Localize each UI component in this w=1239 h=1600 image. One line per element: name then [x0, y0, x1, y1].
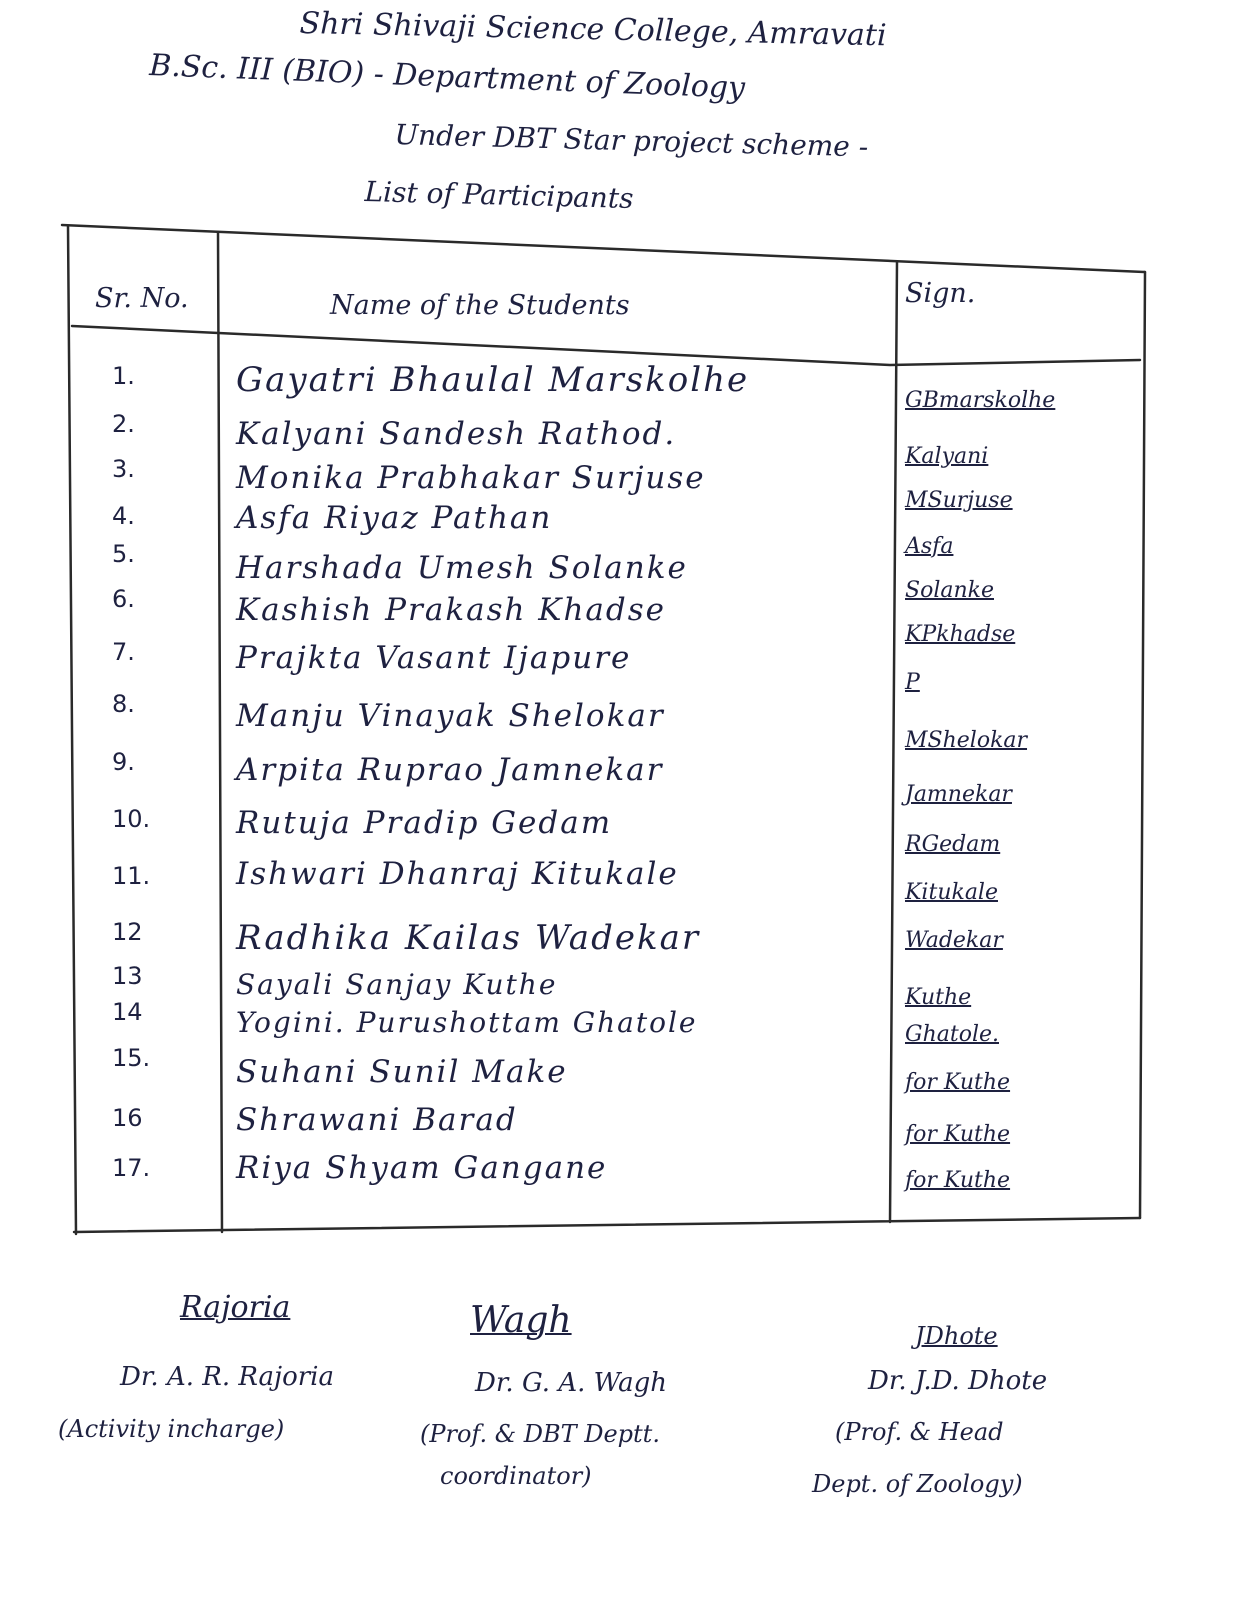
- table-bottom-border: [74, 1218, 1140, 1232]
- row-number: 10.: [112, 805, 151, 833]
- signatory-role-line2: coordinator): [440, 1462, 592, 1490]
- student-signature: for Kuthe: [905, 1122, 1011, 1147]
- row-number: 5.: [112, 540, 135, 568]
- header-name-of-students: Name of the Students: [330, 290, 630, 321]
- student-signature: Kalyani: [905, 444, 989, 469]
- signatory-role-line1: (Prof. & Head: [835, 1418, 1004, 1446]
- student-name: Gayatri Bhaulal Marskolhe: [236, 360, 750, 400]
- signatory-role-line1: (Prof. & DBT Deptt.: [420, 1420, 660, 1448]
- student-signature: Kitukale: [905, 880, 998, 905]
- row-number: 4.: [112, 502, 135, 530]
- row-number: 11.: [112, 862, 151, 890]
- student-signature: KPkhadse: [905, 622, 1016, 647]
- student-name: Monika Prabhakar Surjuse: [236, 460, 706, 496]
- signature-rajoria: Rajoria: [180, 1290, 291, 1325]
- student-name: Harshada Umesh Solanke: [236, 550, 688, 586]
- signatory-name: Dr. A. R. Rajoria: [120, 1362, 334, 1392]
- list-title: List of Participants: [364, 175, 634, 216]
- signatory-name: Dr. G. A. Wagh: [475, 1368, 667, 1398]
- signature-wagh: Wagh: [470, 1300, 572, 1341]
- student-signature: Jamnekar: [905, 782, 1012, 807]
- row-number: 14: [112, 998, 143, 1026]
- student-name: Arpita Ruprao Jamnekar: [236, 752, 664, 788]
- row-number: 6.: [112, 585, 135, 613]
- row-number: 8.: [112, 690, 135, 718]
- department-line: B.Sc. III (BIO) - Department of Zoology: [148, 48, 746, 106]
- college-name: Shri Shivaji Science College, Amravati: [299, 6, 887, 54]
- table-top-border: [62, 225, 1145, 272]
- row-number: 2.: [112, 410, 135, 438]
- row-number: 9.: [112, 748, 135, 776]
- student-name: Manju Vinayak Shelokar: [236, 698, 665, 734]
- student-signature: GBmarskolhe: [905, 388, 1056, 413]
- student-signature: Solanke: [905, 578, 994, 603]
- header-sr-no: Sr. No.: [95, 283, 189, 314]
- student-signature: Ghatole.: [905, 1022, 999, 1047]
- student-signature: Asfa: [905, 534, 954, 559]
- row-number: 3.: [112, 455, 135, 483]
- student-name: Shrawani Barad: [236, 1102, 518, 1138]
- row-number: 1.: [112, 362, 135, 390]
- student-name: Riya Shyam Gangane: [236, 1150, 608, 1186]
- student-signature: RGedam: [905, 832, 1001, 857]
- header-sign: Sign.: [905, 278, 976, 309]
- signatory-role: (Activity incharge): [58, 1415, 285, 1443]
- student-signature: for Kuthe: [905, 1168, 1011, 1193]
- table-left-border: [68, 226, 76, 1234]
- student-name: Ishwari Dhanraj Kitukale: [236, 856, 679, 892]
- student-signature: MSurjuse: [905, 488, 1013, 513]
- student-name: Kashish Prakash Khadse: [236, 592, 667, 628]
- row-number: 7.: [112, 638, 135, 666]
- student-signature: P: [905, 670, 920, 695]
- student-name: Radhika Kailas Wadekar: [236, 918, 701, 958]
- scheme-line: Under DBT Star project scheme -: [394, 118, 869, 164]
- student-name: Kalyani Sandesh Rathod.: [236, 416, 677, 452]
- student-signature: Kuthe: [905, 985, 972, 1010]
- student-name: Asfa Riyaz Pathan: [236, 500, 553, 536]
- row-number: 15.: [112, 1044, 151, 1072]
- row-number: 12: [112, 918, 143, 946]
- signatory-name: Dr. J.D. Dhote: [868, 1366, 1048, 1396]
- student-signature: for Kuthe: [905, 1070, 1011, 1095]
- student-name: Rutuja Pradip Gedam: [236, 805, 613, 841]
- student-signature: MShelokar: [905, 728, 1028, 753]
- col-separator-1: [218, 232, 222, 1232]
- row-number: 13: [112, 962, 143, 990]
- student-name: Yogini. Purushottam Ghatole: [236, 1006, 698, 1039]
- student-name: Sayali Sanjay Kuthe: [236, 968, 558, 1001]
- table-right-border: [1140, 272, 1145, 1218]
- col-separator-2: [890, 262, 897, 1222]
- student-name: Prajkta Vasant Ijapure: [236, 640, 632, 676]
- row-number: 16: [112, 1104, 143, 1132]
- signature-dhote: JDhote: [915, 1322, 998, 1350]
- student-name: Suhani Sunil Make: [236, 1054, 568, 1090]
- signatory-role-line2: Dept. of Zoology): [812, 1470, 1023, 1498]
- row-number: 17.: [112, 1154, 151, 1182]
- student-signature: Wadekar: [905, 928, 1003, 953]
